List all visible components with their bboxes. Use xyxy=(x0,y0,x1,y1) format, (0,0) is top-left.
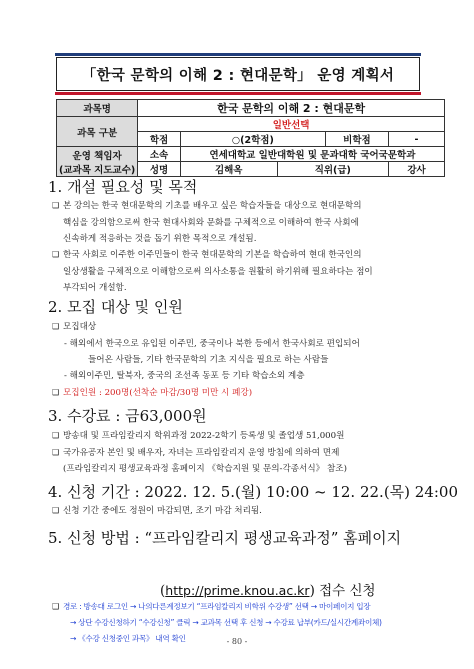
section1-paragraph2 xyxy=(52,247,444,297)
section3-heading: 3. 수강료 : 금63,000원 xyxy=(48,407,207,425)
section2-detail2: - 해외이주민, 탈북자, 중국의 조선족 동포 등 기타 학습소외 계층 xyxy=(64,371,305,381)
section2-quota-text: 모집인원 : 200명(선착순 마감/30명 미만 시 폐강) xyxy=(63,388,253,398)
name-label: 성명 xyxy=(138,162,181,177)
section3-line2 xyxy=(52,446,339,458)
section1-paragraph1 xyxy=(52,198,444,248)
affiliation-label: 소속 xyxy=(138,147,181,162)
section3-line2b: (프라임칼리지 평생교육과정 홈페이지 《학습지원 및 문의-각종서식》 참조) xyxy=(63,464,347,474)
route-line2: → 상단 수강신청하기 “수강신청” 클릭 → 교과목 선택 후 신청 → 수강료 납부(카드/실시간계좌이체) xyxy=(70,618,382,627)
section1-p2-line3: 부각되어 개설함. xyxy=(63,283,127,293)
noncredit-label: 비학점 xyxy=(325,132,388,147)
rank-value: 강사 xyxy=(389,162,445,177)
affiliation-value: 연세대학교 일반대학원 및 문과대학 국어국문학과 xyxy=(180,147,444,162)
section1-heading: 1. 개설 필요성 및 목적 xyxy=(48,178,198,196)
section5-url-line: (http://prime.knou.ac.kr) 접수 신청 xyxy=(160,583,376,599)
homepage-link[interactable]: http://prime.knou.ac.kr xyxy=(165,583,310,598)
credit-label: 학점 xyxy=(138,132,181,147)
section2-sub xyxy=(52,320,96,332)
credit-value: ○(2학점) xyxy=(180,132,325,147)
page-number: - 80 - xyxy=(226,637,248,646)
section1-p2-line2: 일상생활을 구체적으로 이해함으로써 의사소통을 원활히 하기위해 필요하다는 점이 xyxy=(63,266,373,277)
section2-quota xyxy=(52,386,252,398)
manager-label-line2: (교과목 지도교수) xyxy=(59,164,136,176)
square-bullet-icon: ❑ xyxy=(52,506,60,515)
section4-note-text: 신청 기간 중에도 정원이 마감되면, 조기 마감 처리됨. xyxy=(63,506,262,516)
section3-line1-text: 방송대 및 프라임칼리지 학위과정 2022-2학기 등록생 및 졸업생 51,000원 xyxy=(63,431,345,441)
name-value: 김해옥 xyxy=(180,162,277,177)
rank-label: 직위(급) xyxy=(277,162,388,177)
section2-heading: 2. 모집 대상 및 인원 xyxy=(48,298,183,316)
section1-p2-line1: 한국 사회로 이주한 이주민들이 한국 현대문학의 기본을 학습하여 현대 한국인의 xyxy=(63,250,362,260)
section2-detail1: - 해외에서 한국으로 유입된 이주민, 중국이나 북한 등에서 한국사회로 편입되어 xyxy=(64,339,360,349)
square-bullet-icon: ❑ xyxy=(52,322,60,331)
square-bullet-icon: ❑ xyxy=(52,431,60,440)
section2-sub-text: 모집대상 xyxy=(63,322,97,332)
square-bullet-icon: ❑ xyxy=(52,602,59,611)
course-category-label: 과목 구분 xyxy=(57,117,138,147)
section4-note xyxy=(52,504,262,516)
square-bullet-icon: ❑ xyxy=(52,388,60,397)
section2-detail1b: 들어온 사람들, 기타 한국문학의 기초 지식을 필요로 하는 사람들 xyxy=(88,355,329,365)
course-info-table xyxy=(56,99,445,177)
square-bullet-icon: ❑ xyxy=(52,250,60,259)
manager-label-line1: 운영 책임자 xyxy=(72,150,122,162)
course-name-value: 한국 문학의 이해 2 : 현대문학 xyxy=(138,100,445,117)
section4-heading: 4. 신청 기간 : 2022. 12. 5.(월) 10:00 ~ 12. 22.(목) 24:00 xyxy=(48,483,459,501)
section3-line2-text: 국가유공자 본인 및 배우자, 자녀는 프라임칼리지 운영 방침에 의하여 면제 xyxy=(63,448,340,458)
section5-url-suffix: 접수 신청 xyxy=(319,583,376,599)
document-title xyxy=(56,57,420,91)
section5-heading: 5. 신청 방법 : “프라임칼리지 평생교육과정” 홈페이지 xyxy=(48,529,402,547)
section1-p1-line3: 신속하게 적응하는 것을 돕기 위한 목적으로 개설됨. xyxy=(63,234,257,244)
square-bullet-icon: ❑ xyxy=(52,201,60,210)
noncredit-value: - xyxy=(389,132,445,147)
route-line3: → 《수강 신청중인 과목》 내역 확인 xyxy=(70,634,186,643)
course-name-label: 과목명 xyxy=(57,100,138,117)
manager-label xyxy=(57,147,138,177)
document-title-text: 「한국 문학의 이해 2 : 현대문학」 운영 계획서 xyxy=(81,67,395,84)
section1-p1-line1: 본 강의는 한국 현대문학의 기초를 배우고 싶은 학습자들을 대상으로 현대문학의 xyxy=(63,201,362,211)
section1-p1-line2: 핵심을 강의함으로써 한국 현대사회와 문화를 구체적으로 이해하여 한국 사회에 xyxy=(63,217,359,228)
route-line1: 경로 : 방송대 로그인 → 나의다른계정보기 “프라임칼리지 비학위 수강생” 선택 → 마이페이지 입장 xyxy=(63,602,371,611)
square-bullet-icon: ❑ xyxy=(52,448,60,457)
section3-line1 xyxy=(52,429,344,441)
course-category-type: 일반선택 xyxy=(138,117,445,132)
